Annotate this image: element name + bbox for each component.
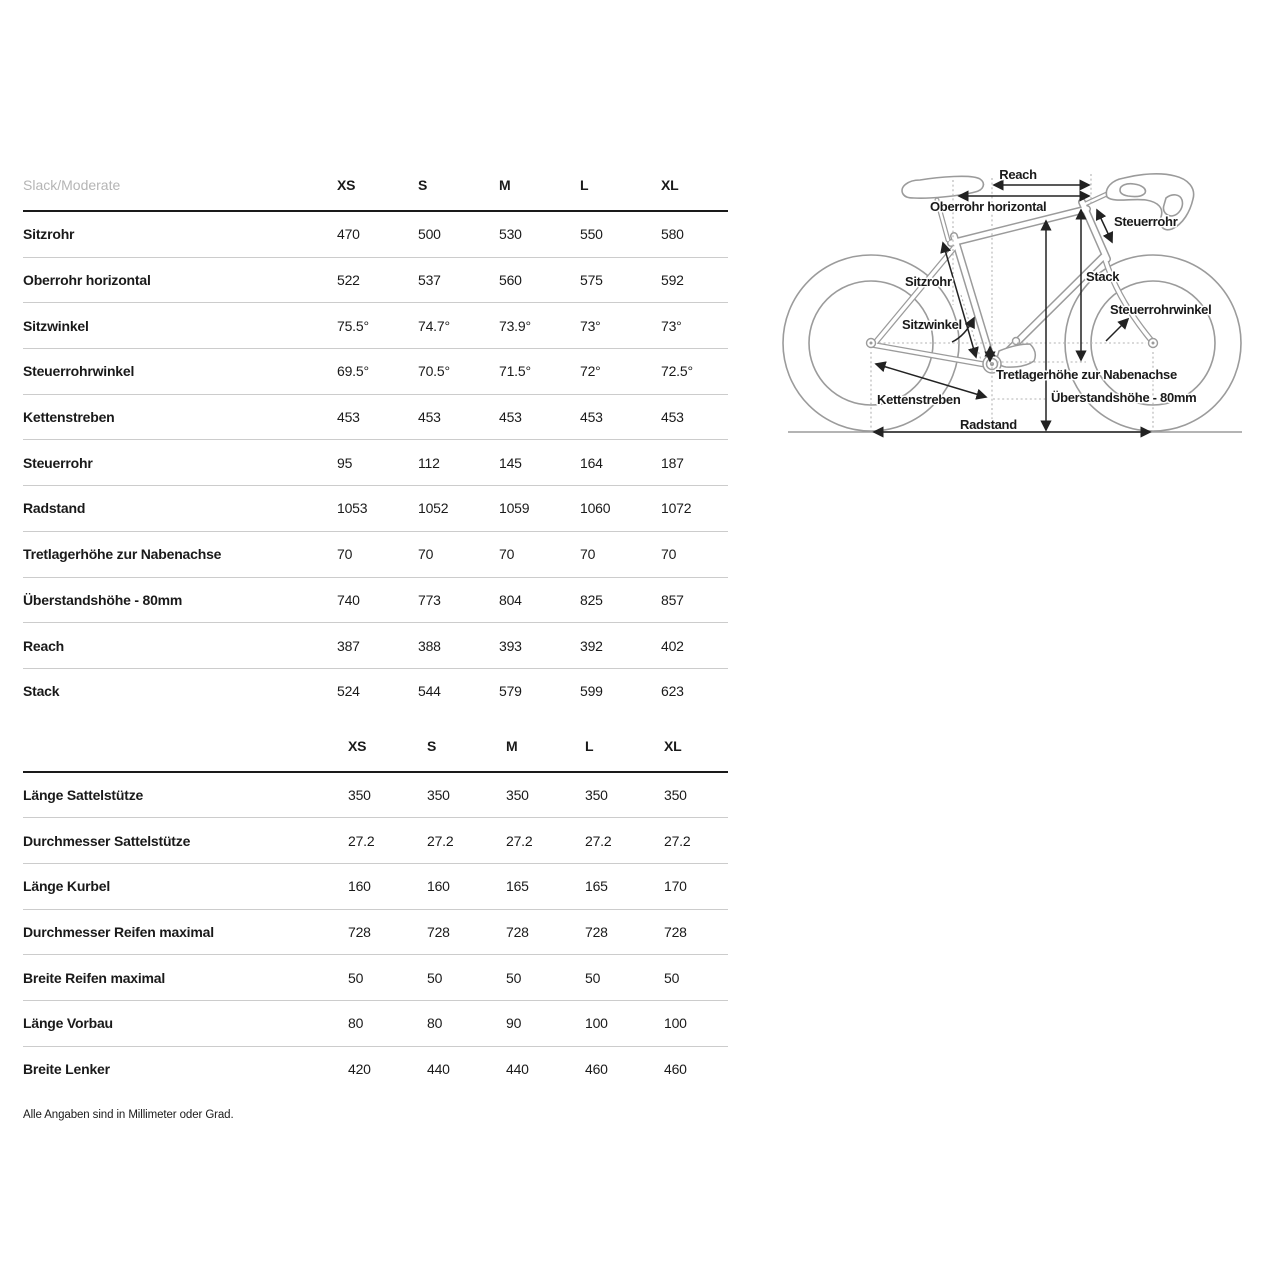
cell-value: 460: [585, 1061, 608, 1078]
cell-value: 388: [418, 637, 441, 654]
cell-value: 27.2: [585, 832, 612, 849]
label-steuerrohr: Steuerrohr: [1114, 214, 1178, 229]
components-table-header: [23, 721, 728, 773]
table-row: [23, 212, 728, 258]
cell-value: 575: [580, 272, 603, 289]
size-column-l: L: [585, 737, 594, 754]
components-table: [23, 721, 728, 1092]
cell-value: 27.2: [664, 832, 691, 849]
row-label: Oberrohr horizontal: [23, 272, 151, 289]
table-row: [23, 1047, 728, 1092]
cell-value: 80: [348, 1015, 364, 1032]
label-sitzwinkel: Sitzwinkel: [902, 317, 962, 332]
cell-value: 350: [506, 786, 529, 803]
size-column-xl: XL: [664, 737, 682, 754]
row-label: Breite Reifen maximal: [23, 969, 166, 986]
table-row: [23, 1001, 728, 1047]
table-row: [23, 623, 728, 669]
cell-value: 402: [661, 637, 684, 654]
cell-value: 72.5°: [661, 363, 693, 380]
geometry-type-label: Slack/Moderate: [23, 177, 121, 193]
cell-value: 170: [664, 878, 687, 895]
cell-value: 100: [664, 1015, 687, 1032]
row-label: Sitzwinkel: [23, 317, 89, 334]
cell-value: 524: [337, 683, 360, 700]
cell-value: 73°: [661, 317, 682, 334]
units-footnote: Alle Angaben sind in Millimeter oder Grad.: [23, 1109, 234, 1122]
cell-value: 72°: [580, 363, 601, 380]
table-row: [23, 864, 728, 910]
row-label: Durchmesser Reifen maximal: [23, 923, 214, 940]
row-label: Reach: [23, 637, 65, 654]
geometry-tables: [23, 160, 728, 1121]
cell-value: 71.5°: [499, 363, 531, 380]
cell-value: 1072: [661, 500, 692, 517]
cell-value: 90: [506, 1015, 522, 1032]
table-row: [23, 910, 728, 956]
cell-value: 165: [506, 878, 529, 895]
cell-value: 420: [348, 1061, 371, 1078]
size-column-s: S: [418, 177, 428, 193]
cell-value: 740: [337, 591, 360, 608]
label-kettenstreben: Kettenstreben: [877, 392, 961, 407]
cell-value: 27.2: [348, 832, 375, 849]
components-table-rows: [23, 773, 728, 1092]
cell-value: 537: [418, 272, 441, 289]
cell-value: 112: [418, 454, 440, 471]
table-row: [23, 955, 728, 1001]
label-reach: Reach: [999, 167, 1037, 182]
cell-value: 74.7°: [418, 317, 450, 334]
motor-guard: [997, 344, 1035, 367]
label-tretlagerhoehe: Tretlagerhöhe zur Nabenachse: [996, 367, 1177, 382]
cell-value: 73°: [580, 317, 601, 334]
cell-value: 165: [585, 878, 608, 895]
table-row: [23, 349, 728, 395]
cell-value: 460: [664, 1061, 687, 1078]
cell-value: 728: [348, 923, 371, 940]
row-label: Steuerrohrwinkel: [23, 363, 135, 380]
size-column-l: L: [580, 177, 589, 193]
cell-value: 80: [427, 1015, 443, 1032]
geometry-table: [23, 160, 728, 714]
cell-value: 27.2: [427, 832, 454, 849]
table-row: [23, 440, 728, 486]
cell-value: 440: [427, 1061, 450, 1078]
cell-value: 857: [661, 591, 684, 608]
cell-value: 599: [580, 683, 603, 700]
size-column-m: M: [506, 737, 518, 754]
cell-value: 579: [499, 683, 522, 700]
cell-value: 728: [427, 923, 450, 940]
row-label: Durchmesser Sattelstütze: [23, 832, 191, 849]
cell-value: 392: [580, 637, 603, 654]
cell-value: 73.9°: [499, 317, 531, 334]
row-label: Radstand: [23, 500, 86, 517]
geometry-table-rows: [23, 212, 728, 714]
cell-value: 500: [418, 226, 441, 243]
size-column-xs: XS: [337, 177, 356, 193]
cell-value: 160: [427, 878, 450, 895]
size-column-s: S: [427, 737, 437, 754]
cell-value: 453: [499, 409, 522, 426]
cell-value: 453: [337, 409, 360, 426]
cell-value: 350: [427, 786, 450, 803]
row-label: Länge Kurbel: [23, 878, 111, 895]
table-row: [23, 258, 728, 304]
cell-value: 1060: [580, 500, 611, 517]
cell-value: 560: [499, 272, 522, 289]
cell-value: 187: [661, 454, 684, 471]
cell-value: 580: [661, 226, 684, 243]
table-row: [23, 303, 728, 349]
cell-value: 470: [337, 226, 360, 243]
cell-value: 50: [348, 969, 364, 986]
cell-value: 544: [418, 683, 441, 700]
table-row: [23, 395, 728, 441]
size-column-xs: XS: [348, 737, 367, 754]
cell-value: 27.2: [506, 832, 533, 849]
cell-value: 804: [499, 591, 522, 608]
cell-value: 70: [661, 546, 677, 563]
cell-value: 1059: [499, 500, 530, 517]
row-label: Länge Sattelstütze: [23, 786, 144, 803]
cell-value: 50: [506, 969, 522, 986]
cell-value: 387: [337, 637, 360, 654]
table-row: [23, 486, 728, 532]
cell-value: 453: [661, 409, 684, 426]
cell-value: 50: [585, 969, 601, 986]
cell-value: 825: [580, 591, 603, 608]
cell-value: 728: [585, 923, 608, 940]
row-label: Tretlagerhöhe zur Nabenachse: [23, 546, 222, 563]
cell-value: 728: [506, 923, 529, 940]
cell-value: 530: [499, 226, 522, 243]
geometry-table-header: [23, 160, 728, 212]
cell-value: 350: [664, 786, 687, 803]
cell-value: 350: [348, 786, 371, 803]
cell-value: 1053: [337, 500, 368, 517]
row-label: Kettenstreben: [23, 409, 115, 426]
cell-value: 440: [506, 1061, 529, 1078]
cell-value: 145: [499, 454, 522, 471]
row-label: Länge Vorbau: [23, 1015, 113, 1032]
cell-value: 70: [418, 546, 434, 563]
cell-value: 522: [337, 272, 360, 289]
cell-value: 164: [580, 454, 603, 471]
cell-value: 70: [337, 546, 353, 563]
table-row: [23, 669, 728, 714]
label-oberrohr: Oberrohr horizontal: [930, 199, 1047, 214]
cell-value: 550: [580, 226, 603, 243]
saddle: [902, 176, 983, 198]
cell-value: 50: [664, 969, 680, 986]
cell-value: 100: [585, 1015, 608, 1032]
size-column-xl: XL: [661, 177, 679, 193]
cell-value: 95: [337, 454, 353, 471]
label-stack: Stack: [1086, 269, 1120, 284]
steuerrohrwinkel-arc: [1106, 319, 1128, 341]
label-ueberstandshoehe: Überstandshöhe - 80mm: [1051, 390, 1197, 405]
row-label: Überstandshöhe - 80mm: [23, 591, 183, 608]
cell-value: 592: [661, 272, 684, 289]
cell-value: 350: [585, 786, 608, 803]
row-label: Steuerrohr: [23, 454, 93, 471]
size-column-m: M: [499, 177, 511, 193]
cell-value: 623: [661, 683, 684, 700]
cell-value: 69.5°: [337, 363, 369, 380]
cell-value: 75.5°: [337, 317, 369, 334]
cell-value: 160: [348, 878, 371, 895]
label-radstand: Radstand: [960, 417, 1017, 432]
label-sitzrohr: Sitzrohr: [905, 274, 952, 289]
cell-value: 50: [427, 969, 443, 986]
table-row: [23, 773, 728, 819]
cell-value: 70: [499, 546, 515, 563]
label-steuerrohrwinkel: Steuerrohrwinkel: [1110, 302, 1212, 317]
cell-value: 393: [499, 637, 522, 654]
row-label: Sitzrohr: [23, 226, 75, 243]
cell-value: 70.5°: [418, 363, 450, 380]
cell-value: 453: [418, 409, 441, 426]
row-label: Stack: [23, 683, 60, 700]
cell-value: 453: [580, 409, 603, 426]
bike-geometry-diagram: [770, 148, 1262, 444]
cell-value: 1052: [418, 500, 449, 517]
table-row: [23, 818, 728, 864]
cell-value: 773: [418, 591, 441, 608]
table-row: [23, 578, 728, 624]
cell-value: 70: [580, 546, 596, 563]
cell-value: 728: [664, 923, 687, 940]
row-label: Breite Lenker: [23, 1061, 110, 1078]
table-row: [23, 532, 728, 578]
